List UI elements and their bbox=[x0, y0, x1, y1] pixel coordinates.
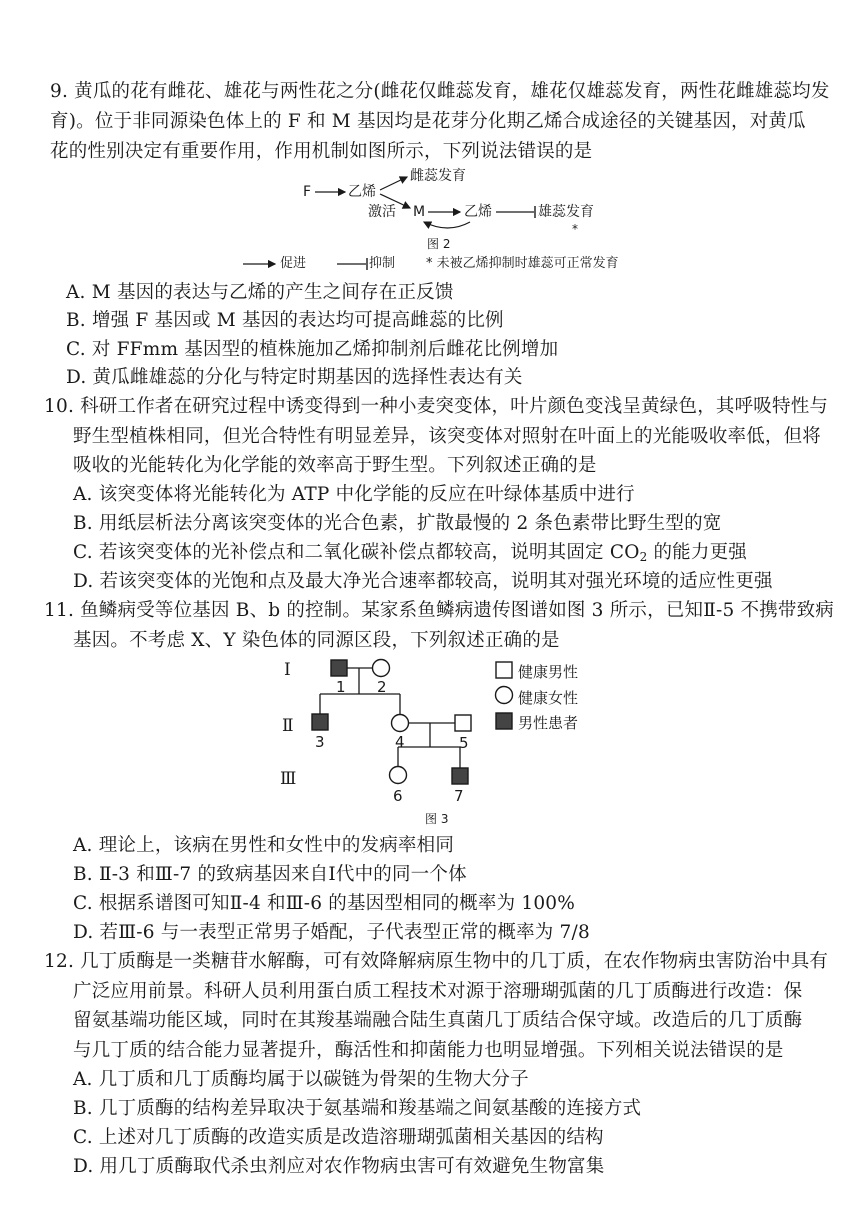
individual-ii-5 bbox=[455, 715, 471, 731]
q12-option-b: B. 几丁质酶的结构差异取决于氨基端和羧基端之间氨基酸的连接方式 bbox=[73, 1098, 642, 1119]
q12-option-a: A. 几丁质和几丁质酶均属于以碳链为骨架的生物大分子 bbox=[73, 1069, 529, 1090]
co2-subscript: 2 bbox=[639, 550, 648, 564]
fig2-label-m: M bbox=[413, 204, 426, 220]
individual-ii-4 bbox=[392, 715, 409, 732]
fig2-label-ethylene1: 乙烯 bbox=[348, 184, 376, 200]
q9-stem-line2: 育)。位于非同源染色体上的 F 和 M 基因均是花芽分化期乙烯合成途径的关键基因，对黄瓜 bbox=[50, 111, 806, 132]
q10-option-c-tail: 的能力更强 bbox=[647, 542, 747, 563]
gen-label-2: Ⅱ bbox=[282, 716, 294, 736]
individual-ii-3 bbox=[312, 714, 328, 730]
individual-iii-6 bbox=[390, 767, 407, 784]
q12-stem-line4: 与几丁质的结合能力显著提升，酶活性和抑菌能力也明显增强。下列相关说法错误的是 bbox=[73, 1040, 784, 1061]
fig2-label-pistil: 雌蕊发育 bbox=[410, 168, 466, 184]
pedigree-num-7: 7 bbox=[454, 787, 464, 805]
q11-stem-line1: 11. 鱼鳞病受等位基因 B、b 的控制。某家系鱼鳞病遗传图谱如图 3 所示，已知Ⅱ-5 不携带致病 bbox=[44, 600, 835, 621]
q12-option-d: D. 用几丁质酶取代杀虫剂应对农作物病虫害可有效避免生物富集 bbox=[73, 1156, 605, 1177]
individual-iii-7 bbox=[452, 768, 468, 784]
q10-option-a: A. 该突变体将光能转化为 ATP 中化学能的反应在叶绿体基质中进行 bbox=[73, 484, 635, 505]
q10-stem-line1: 10. 科研工作者在研究过程中诱变得到一种小麦突变体，叶片颜色变浅呈黄绿色，其呼吸特性与 bbox=[44, 396, 829, 417]
legend-note: * 未被乙烯抑制时雄蕊可正常发育 bbox=[426, 256, 619, 271]
q9-stem-line3: 花的性别决定有重要作用，作用机制如图所示，下列说法错误的是 bbox=[50, 141, 593, 162]
gen-label-3: Ⅲ bbox=[280, 769, 297, 789]
q11-stem-line2: 基因。不考虑 X、Y 染色体的同源区段，下列叙述正确的是 bbox=[73, 630, 560, 651]
fig2-label-activate: 激活 bbox=[368, 204, 396, 220]
q10-stem-line3: 吸收的光能转化为化学能的效率高于野生型。下列叙述正确的是 bbox=[73, 455, 597, 476]
q9-option-b: B. 增强 F 基因或 M 基因的表达均可提高雌蕊的比例 bbox=[66, 310, 504, 331]
q10-option-b: B. 用纸层析法分离该突变体的光合色素，扩散最慢的 2 条色素带比野生型的宽 bbox=[73, 513, 722, 534]
legend-inhibit-label: 抑制 bbox=[369, 256, 396, 271]
fig2-caption: 图 2 bbox=[427, 237, 451, 251]
individual-i-2 bbox=[373, 660, 390, 677]
q10-option-c-text: C. 若该突变体的光补偿点和二氧化碳补偿点都较高，说明其固定 CO bbox=[73, 542, 640, 563]
fig3-caption: 图 3 bbox=[425, 812, 449, 826]
q12-option-c: C. 上述对几丁质酶的改造实质是改造溶珊瑚弧菌相关基因的结构 bbox=[73, 1127, 604, 1148]
legend-promote-label: 促进 bbox=[280, 256, 307, 271]
q9-option-d: D. 黄瓜雌雄蕊的分化与特定时期基因的选择性表达有关 bbox=[66, 367, 523, 388]
fig2-label-f: F bbox=[303, 184, 312, 200]
pedigree-num-2: 2 bbox=[377, 678, 387, 696]
pedigree-num-5: 5 bbox=[459, 734, 469, 752]
pedigree-num-4: 4 bbox=[395, 733, 405, 751]
fig2-star: * bbox=[572, 222, 578, 236]
q10-option-d: D. 若该突变体的光饱和点及最大净光合速率都较高，说明其对强光环境的适应性更强 bbox=[73, 571, 773, 592]
q11-option-d: D. 若Ⅲ-6 与一表型正常男子婚配，子代表型正常的概率为 7/8 bbox=[73, 922, 590, 943]
q11-option-a: A. 理论上，该病在男性和女性中的发病率相同 bbox=[73, 835, 455, 856]
q9-option-a: A. M 基因的表达与乙烯的产生之间存在正反馈 bbox=[66, 282, 454, 303]
legend-affected-male: 男性患者 bbox=[518, 714, 579, 732]
q11-option-b: B. Ⅱ-3 和Ⅲ-7 的致病基因来自Ⅰ代中的同一个体 bbox=[73, 864, 467, 885]
gen-label-1: Ⅰ bbox=[284, 660, 291, 680]
q12-stem-line2: 广泛应用前景。科研人员利用蛋白质工程技术对源于溶珊瑚弧菌的几丁质酶进行改造：保 bbox=[73, 981, 803, 1002]
individual-i-1 bbox=[331, 660, 347, 676]
legend-healthy-male: 健康男性 bbox=[518, 663, 579, 681]
pedigree-num-6: 6 bbox=[393, 787, 403, 805]
fig2-label-stamen: 雄蕊发育 bbox=[538, 204, 594, 220]
q12-stem-line3: 留氨基端功能区域，同时在其羧基端融合陆生真菌几丁质结合保守域。改造后的几丁质酶 bbox=[73, 1010, 803, 1031]
pedigree-num-3: 3 bbox=[315, 733, 325, 751]
legend-healthy-female-symbol bbox=[496, 687, 513, 704]
legend-healthy-female: 健康女性 bbox=[518, 689, 579, 707]
q9-stem-line1: 9. 黄瓜的花有雌花、雄花与两性花之分(雌花仅雌蕊发育，雄花仅雄蕊发育，两性花雌雄蕊均发 bbox=[50, 81, 830, 102]
legend-affected-male-symbol bbox=[496, 713, 512, 729]
q9-option-c: C. 对 FFmm 基因型的植株施加乙烯抑制剂后雌花比例增加 bbox=[66, 339, 559, 360]
q12-stem-line1: 12. 几丁质酶是一类糖苷水解酶，可有效降解病原生物中的几丁质，在农作物病虫害防治中具有 bbox=[44, 951, 829, 972]
q10-stem-line2: 野生型植株相同，但光合特性有明显差异，该突变体对照射在叶面上的光能吸收率低，但将 bbox=[73, 426, 822, 447]
pedigree-num-1: 1 bbox=[336, 678, 346, 696]
legend-healthy-male-symbol bbox=[496, 662, 512, 678]
fig2-label-ethylene2: 乙烯 bbox=[464, 204, 492, 220]
q11-option-c: C. 根据系谱图可知Ⅱ-4 和Ⅲ-6 的基因型相同的概率为 100% bbox=[73, 893, 576, 914]
